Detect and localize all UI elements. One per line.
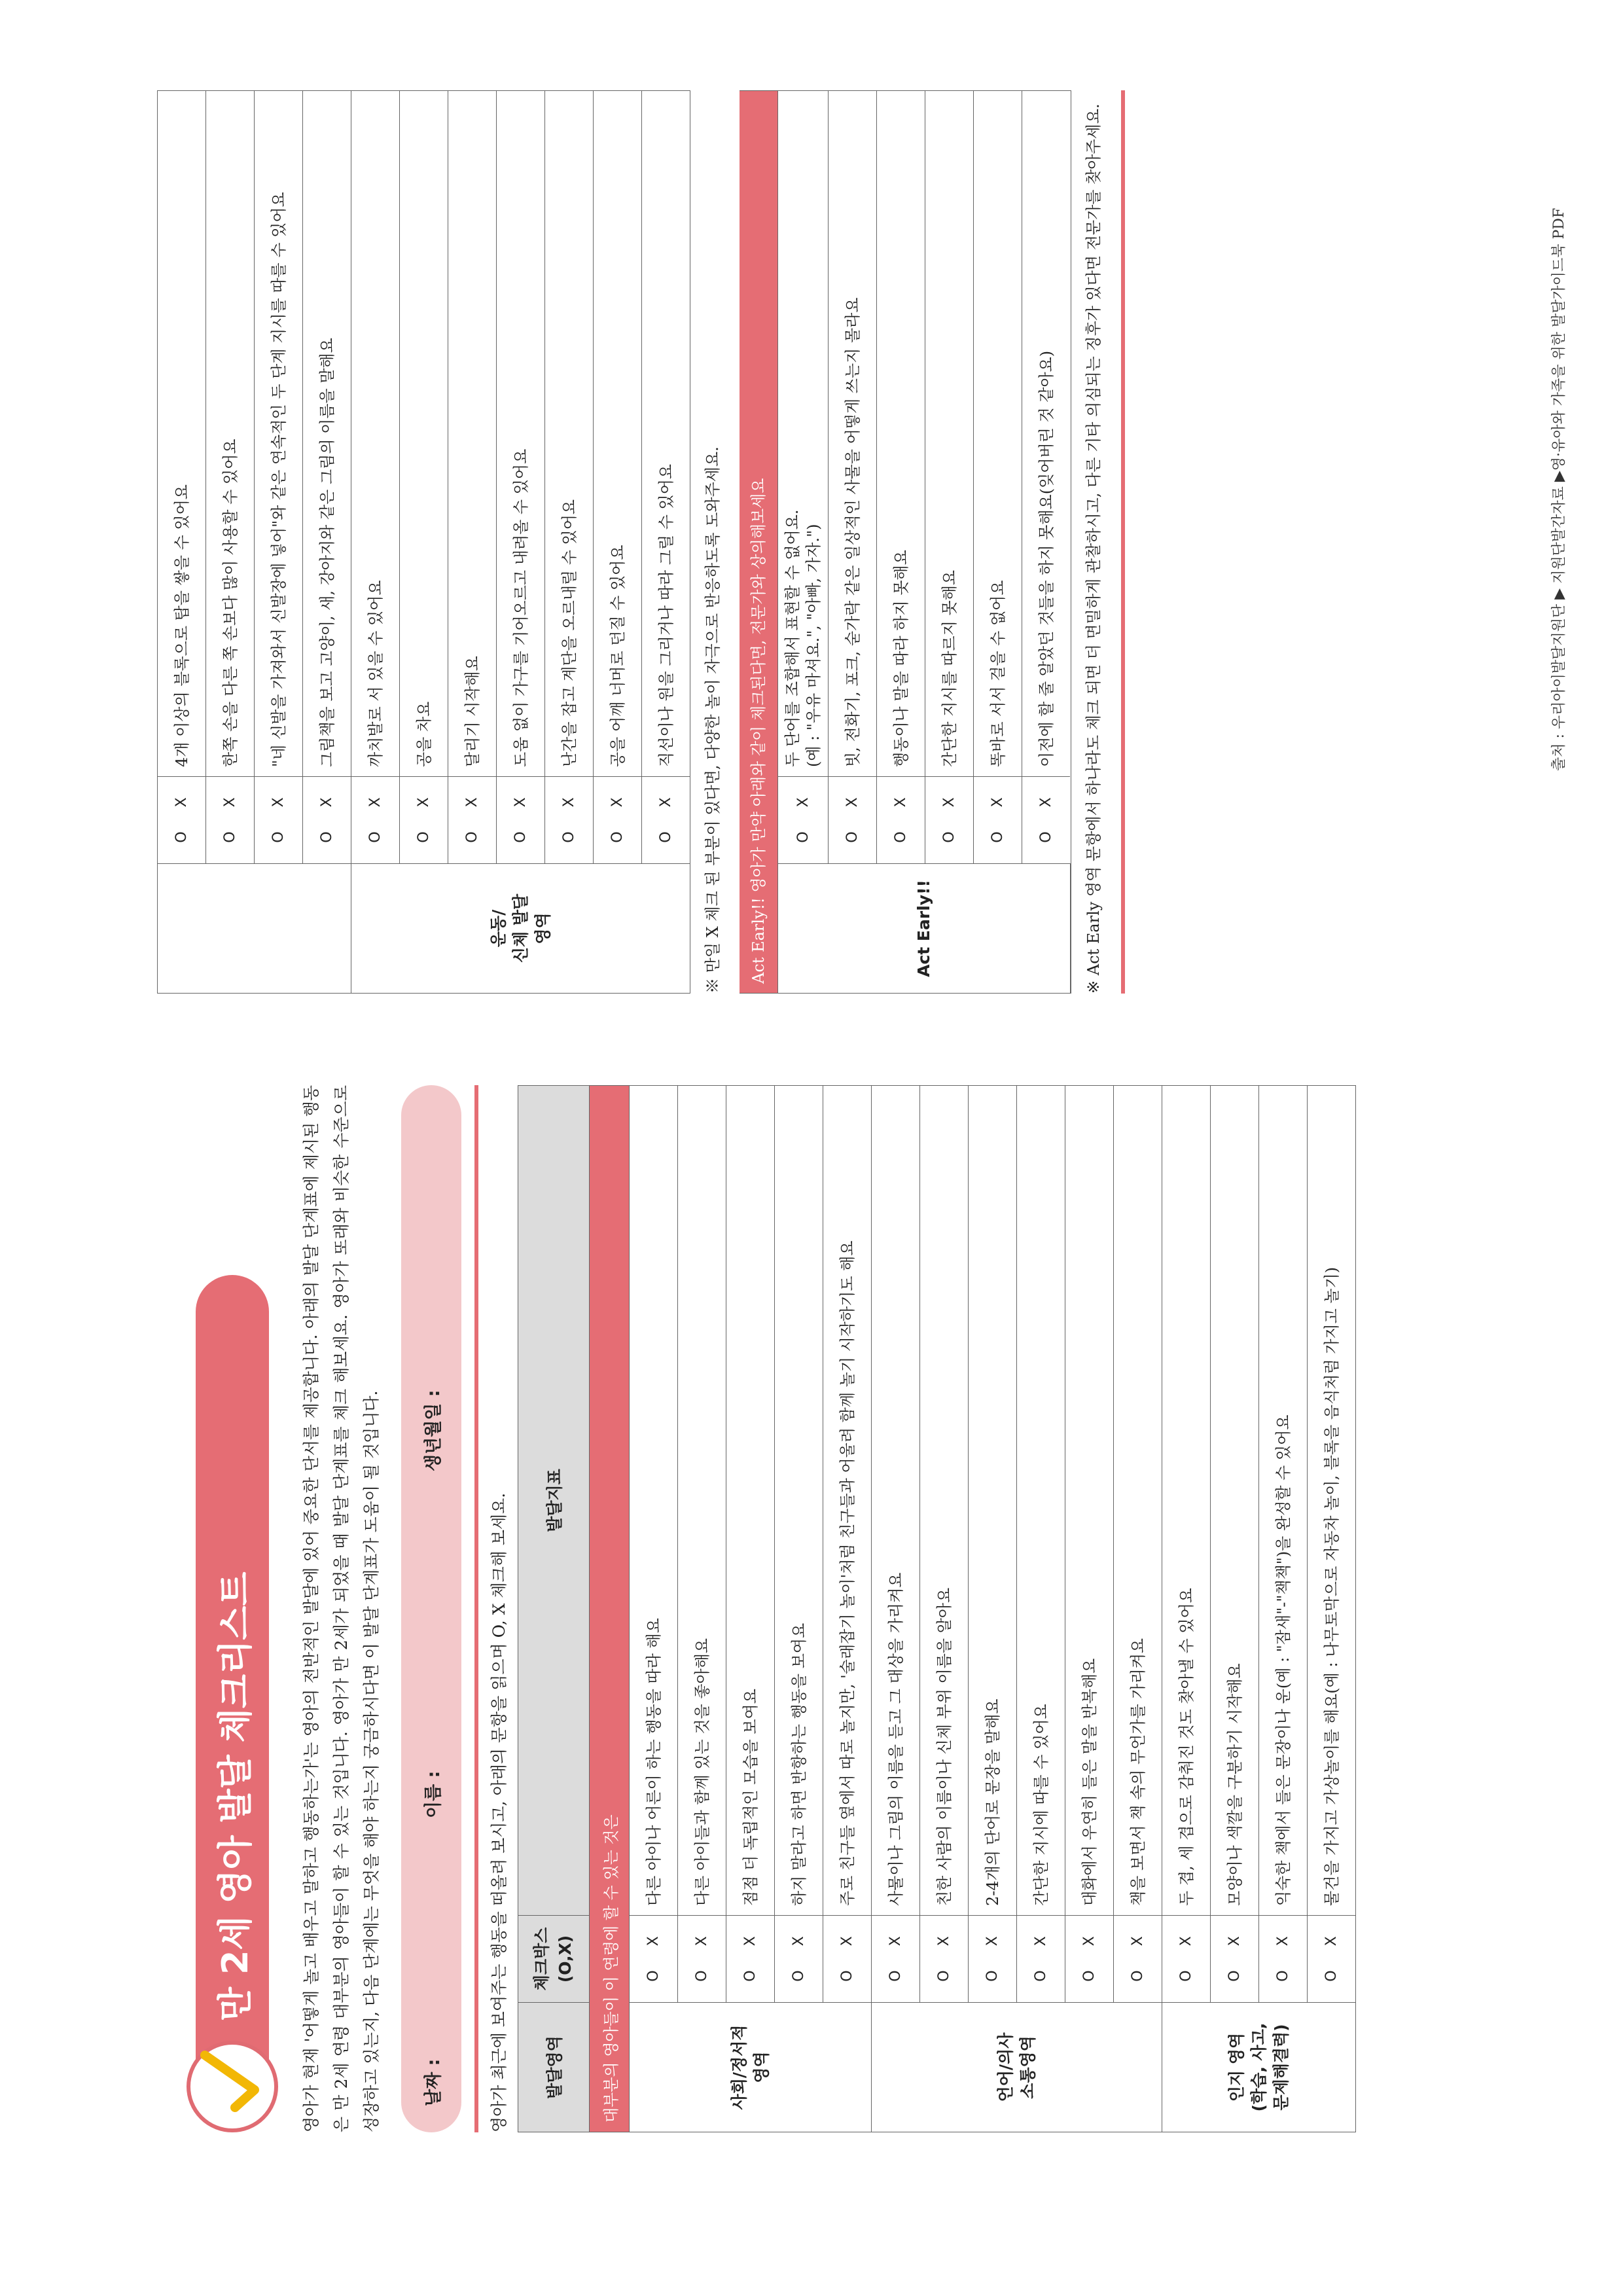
table-row [920, 1086, 969, 2132]
ox-checkbox: O X [1065, 1916, 1114, 2003]
indicator-text: 까치발로 서 있을 수 있어요 [351, 91, 400, 777]
table-row [642, 91, 690, 994]
indicator-text: 4개 이상의 블록으로 탑을 쌓을 수 있어요 [158, 91, 206, 777]
ox-checkbox: O X [594, 777, 642, 864]
section-label: 대부분의 영아들이 이 연령에 할 수 있는 것은 [590, 1086, 630, 2132]
indicator-text: 익숙한 책에서 들은 문장이나 운(예 : "잠새"-"책책")을 완성할 수 있어요 [1259, 1086, 1308, 1916]
indicator-text: 도움 없이 가구를 기어오르고 내려올 수 있어요 [497, 91, 545, 777]
info-bar [401, 1085, 461, 2132]
ox-checkbox: O X [630, 1916, 678, 2003]
table-row [303, 91, 351, 994]
table-row [594, 91, 642, 994]
indicator-text: 2-4개의 단어로 문장을 말해요 [969, 1086, 1017, 1916]
indicator-text: 다른 아이들과 함께 있는 것을 좋아해요 [678, 1086, 726, 1916]
table-row [925, 91, 974, 993]
ox-checkbox: O X [351, 777, 400, 864]
ox-checkbox: O X [974, 777, 1022, 864]
table-row [877, 91, 925, 993]
table-header-row [518, 1086, 590, 2132]
act-early-header: Act Early!! 영아가 만약 아래와 같이 체크된다면, 전문가와 상의해보세요 [740, 91, 777, 993]
ox-checkbox: O X [775, 1916, 823, 2003]
ox-checkbox: O X [920, 1916, 969, 2003]
act-early-note: ※ Act Early 영역 문항에서 하나라도 체크 되면 더 면밀하게 관찰하시고, 다른 기타 의심되는 징후가 있다면 전문가를 찾아주세요. [1084, 103, 1103, 994]
table-row [823, 1086, 872, 2132]
indicator-text: 친한 사람의 이름이나 신체 부위 이름을 알아요 [920, 1086, 969, 1916]
ox-checkbox: O X [1259, 1916, 1308, 2003]
table-row [206, 91, 255, 994]
name-label: 이름 : [423, 1770, 444, 1818]
indicator-text: "네 신발을 가져와서 신발장에 넣어"와 같은 연속적인 두 단계 지시를 따를 수 있어요 [255, 91, 303, 777]
ox-checkbox: O X [877, 777, 925, 864]
indicator-text: 이전에 할 줄 알았던 것들을 하지 못해요(잊어버린 것 같아요) [1022, 91, 1071, 777]
left-half [187, 1085, 1356, 2132]
ox-checkbox: O X [448, 777, 497, 864]
title-banner [187, 1085, 278, 2132]
indicator-text: 사물이나 그림의 이름을 듣고 그 대상을 가리켜요 [872, 1086, 920, 1916]
indicator-text: 두 겹, 세 겹으로 감춰진 것도 찾아낼 수 있어요 [1162, 1086, 1211, 1916]
checklist-table-continued [157, 90, 690, 994]
header-indicator: 발달지표 [518, 1086, 590, 1916]
indicator-text: 물건을 가지고 가상놀이를 해요(예 : 나무토막으로 자동차 놀이, 블록을 음식처럼 가지고 놀기) [1308, 1086, 1356, 1916]
table-row [1259, 1086, 1308, 2132]
ox-checkbox: O X [255, 777, 303, 864]
note-text: ※ 만일 X 체크 된 부분이 있다면, 다양한 놀이 자극으로 반응하도록 도와주세요. [704, 446, 722, 994]
table-row [775, 1086, 823, 2132]
ox-checkbox: O X [726, 1916, 775, 2003]
table-row [829, 91, 877, 993]
indicator-text: 공을 차요 [400, 91, 448, 777]
table-row [872, 1086, 920, 2132]
table-row [400, 91, 448, 994]
intro-paragraph: 영아가 현재 '어떻게 놀고 배우고 말하고 행동하는가'는 영아의 전반적인 발달에 있어 중요한 단서를 제공합니다. 아래의 발달 단계표에 제시된 행동은 만 2세 연령 대부분의 영아들이 할 수 있는 것입니다. 영아가 만 2세가 되었을 때 발달 단계표를 체크 해보세요. 영아가 또래와 비슷한 수준으로 성장하고 있는지, 다음 단계에는 무엇을 해야 하는지 궁금하시다면 이 발달 단계표가 도움이 될 것입니다. [302, 1085, 381, 2132]
ox-checkbox: O X [642, 777, 690, 864]
header-area: 발달영역 [518, 2003, 590, 2132]
table-row [1065, 1086, 1114, 2132]
ox-checkbox: O X [158, 777, 206, 864]
ox-checkbox: O X [678, 1916, 726, 2003]
table-row [497, 91, 545, 994]
indicator-text: 간단한 지시에 따를 수 있어요 [1017, 1086, 1065, 1916]
source-credit: 출처 : 우리아이발달지원단 ▶ 지원단발간자료 ▶영·유아와 가족을 위한 발달가이드북 PDF [1551, 207, 1567, 771]
ox-checkbox: O X [1211, 1916, 1259, 2003]
area-cell: 운동/ 신체 발달 영역 [351, 864, 690, 994]
ox-checkbox: O X [400, 777, 448, 864]
indicator-text: 주로 친구들 옆에서 따로 놀지만, '술래잡기 놀이'처럼 친구들과 어울려 함께 놀기 시작하기도 해요 [823, 1086, 872, 1916]
indicator-text: 그림책을 보고 고양이, 새, 강아지와 같은 그림의 이름을 말해요 [303, 91, 351, 777]
checklist-table [518, 1085, 1356, 2132]
table-row [1162, 1086, 1211, 2132]
act-early-box [740, 90, 1071, 994]
indicator-text: 두 단어를 조합해서 표현할 수 없어요. (예 : "우유 마셔요.", "아빠, 가자.") [778, 91, 829, 777]
indicator-text: 행동이나 말을 따라 하지 못해요 [877, 91, 925, 777]
area-cell: Act Early!! [778, 864, 1071, 994]
table-row [545, 91, 594, 994]
table-row [1114, 1086, 1162, 2132]
act-early-table [777, 91, 1071, 993]
table-row [1022, 91, 1071, 993]
table-row [1017, 1086, 1065, 2132]
right-half [157, 90, 1125, 994]
indicator-text: 점점 더 독립적인 모습을 보여요 [726, 1086, 775, 1916]
checkmark-icon [187, 2041, 278, 2132]
table-row [726, 1086, 775, 2132]
instruction-text: 영아가 최근에 보여주는 행동을 떠올려 보시고, 아래의 문항을 읽으며 O, X 체크해 보세요. [490, 1492, 508, 2132]
indicator-text: 한쪽 손을 다른 쪽 손보다 많이 사용할 수 있어요 [206, 91, 255, 777]
ox-checkbox: O X [778, 777, 829, 864]
ox-checkbox: O X [1162, 1916, 1211, 2003]
table-row [630, 1086, 678, 2132]
ox-checkbox: O X [1017, 1916, 1065, 2003]
area-cell: 언어/의사 소통영역 [872, 2003, 1162, 2132]
ox-checkbox: O X [206, 777, 255, 864]
ox-checkbox: O X [823, 1916, 872, 2003]
area-cell: 인지 영역 (학습, 사고, 문제해결력) [1162, 2003, 1356, 2132]
ox-checkbox: O X [925, 777, 974, 864]
table-row [1308, 1086, 1356, 2132]
birth-label: 생년월일 : [423, 1390, 444, 1471]
table-row [255, 91, 303, 994]
indicator-text: 난간을 잡고 계단을 오르내릴 수 있어요 [545, 91, 594, 777]
ox-checkbox: O X [497, 777, 545, 864]
ox-checkbox: O X [303, 777, 351, 864]
ox-checkbox: O X [1114, 1916, 1162, 2003]
ox-checkbox: O X [545, 777, 594, 864]
page-title: 만 2세 영아 발달 체크리스트 [214, 1571, 256, 2021]
indicator-text: 모양이나 색깔을 구분하기 시작해요 [1211, 1086, 1259, 1916]
ox-checkbox: O X [969, 1916, 1017, 2003]
indicator-text: 책을 보면서 책 속의 무언가를 가리켜요 [1114, 1086, 1162, 1916]
divider-line [474, 1085, 478, 2132]
table-row [778, 91, 829, 993]
indicator-text: 빗, 전화기, 포크, 숟가락 같은 일상적인 사물을 어떻게 쓰는지 몰라요 [829, 91, 877, 777]
indicator-text: 대화에서 우연히 들은 말을 반복해요 [1065, 1086, 1114, 1916]
table-row [448, 91, 497, 994]
table-row [158, 91, 206, 994]
area-cell [158, 864, 351, 994]
indicator-text: 공을 어깨 너머로 던질 수 있어요 [594, 91, 642, 777]
ox-checkbox: O X [829, 777, 877, 864]
date-label: 날짜 : [423, 2058, 444, 2106]
indicator-text: 달리기 시작해요 [448, 91, 497, 777]
ox-checkbox: O X [1308, 1916, 1356, 2003]
table-row [678, 1086, 726, 2132]
table-row [351, 91, 400, 994]
indicator-text: 하지 말라고 하면 반항하는 행동을 보여요 [775, 1086, 823, 1916]
table-row [1211, 1086, 1259, 2132]
indicator-text: 간단한 지시를 따르지 못해요 [925, 91, 974, 777]
section-row [590, 1086, 630, 2132]
divider-line-right [1121, 90, 1125, 994]
ox-checkbox: O X [872, 1916, 920, 2003]
title-bar [196, 1275, 269, 2087]
indicator-text: 직선이나 원을 그리거나 따라 그릴 수 있어요 [642, 91, 690, 777]
table-row [969, 1086, 1017, 2132]
table-row [974, 91, 1022, 993]
indicator-text: 다른 아이나 어른이 하는 행동을 따라 해요 [630, 1086, 678, 1916]
header-checkbox: 체크박스 (O,X) [518, 1916, 590, 2003]
indicator-text: 똑바로 서서 걸을 수 없어요 [974, 91, 1022, 777]
ox-checkbox: O X [1022, 777, 1071, 864]
area-cell: 사회/정서적 영역 [630, 2003, 872, 2132]
